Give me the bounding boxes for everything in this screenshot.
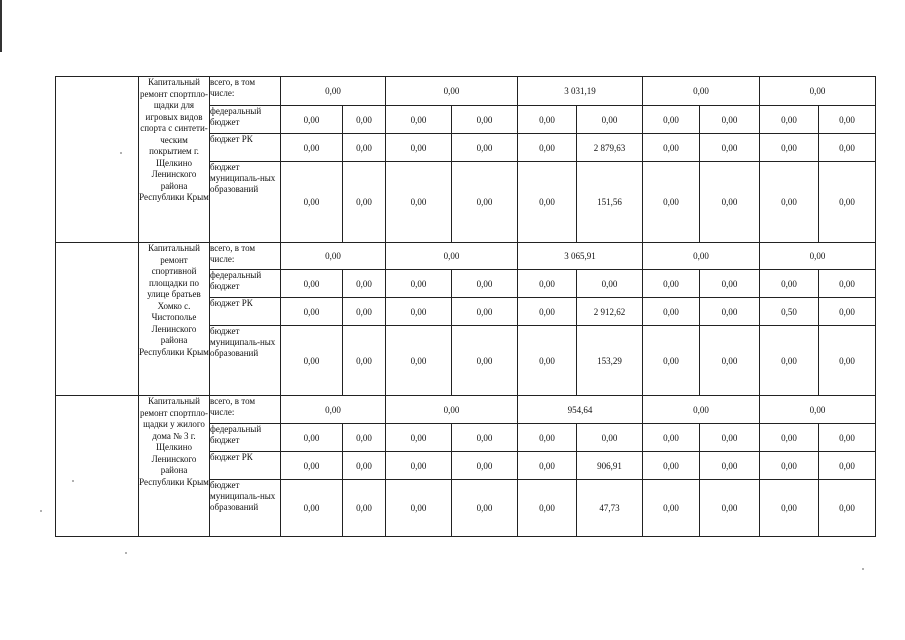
- cell-value: 0,00: [819, 326, 876, 396]
- total-value: 0,00: [386, 396, 518, 424]
- financing-table: [55, 76, 876, 537]
- total-value: 0,00: [281, 243, 386, 270]
- empty-cell: [56, 243, 139, 396]
- total-value: 0,00: [643, 396, 760, 424]
- source-label-rk: бюджет РК: [210, 298, 281, 326]
- cell-value: 2 912,62: [577, 298, 643, 326]
- cell-value: 0,00: [281, 106, 343, 134]
- project-description: Капитальный ремонт спортпло-щадки для игровых видов спорта с синтети-ческим покрытием г. Щелкино Ленинского района Республики Крым: [139, 77, 210, 243]
- cell-value: 0,00: [386, 480, 452, 537]
- scan-edge-mark: [0, 0, 2, 52]
- cell-value: 0,00: [386, 424, 452, 452]
- cell-value: 0,00: [343, 480, 386, 537]
- scan-speck: [862, 568, 864, 570]
- total-value: 0,00: [281, 77, 386, 106]
- cell-value: 0,00: [343, 270, 386, 298]
- cell-value: 0,00: [281, 480, 343, 537]
- total-value: 0,00: [281, 396, 386, 424]
- cell-value: 151,56: [577, 162, 643, 243]
- cell-value: 0,00: [819, 106, 876, 134]
- cell-value: 0,00: [452, 480, 518, 537]
- cell-value: 0,00: [281, 298, 343, 326]
- source-label-total: всего, в том числе:: [210, 243, 281, 270]
- cell-value: 0,00: [760, 326, 819, 396]
- cell-value: 0,00: [643, 298, 700, 326]
- cell-value: 0,00: [760, 424, 819, 452]
- cell-value: 0,00: [760, 270, 819, 298]
- cell-value: 0,00: [452, 162, 518, 243]
- cell-value: 0,00: [643, 326, 700, 396]
- total-value: 0,00: [643, 243, 760, 270]
- cell-value: 153,29: [577, 326, 643, 396]
- cell-value: 0,00: [700, 424, 760, 452]
- cell-value: 0,00: [643, 162, 700, 243]
- cell-value: 0,00: [700, 480, 760, 537]
- cell-value: 0,00: [760, 106, 819, 134]
- cell-value: 0,00: [281, 424, 343, 452]
- cell-value: 0,00: [819, 270, 876, 298]
- total-value: 954,64: [518, 396, 643, 424]
- cell-value: 0,00: [281, 270, 343, 298]
- cell-value: 0,00: [281, 162, 343, 243]
- cell-value: 0,00: [577, 424, 643, 452]
- cell-value: 0,00: [760, 480, 819, 537]
- cell-value: 0,00: [577, 106, 643, 134]
- cell-value: 0,00: [343, 162, 386, 243]
- cell-value: 0,00: [386, 134, 452, 162]
- table-row: [56, 243, 876, 270]
- table-row: [56, 77, 876, 106]
- source-label-municipal: бюджет муниципаль-ных образований: [210, 480, 281, 537]
- table-row: [56, 396, 876, 424]
- cell-value: 0,00: [386, 326, 452, 396]
- total-value: 0,00: [386, 243, 518, 270]
- cell-value: 0,00: [518, 326, 577, 396]
- cell-value: 0,00: [452, 134, 518, 162]
- cell-value: 0,00: [343, 298, 386, 326]
- cell-value: 0,00: [643, 134, 700, 162]
- total-value: 0,00: [643, 77, 760, 106]
- source-label-municipal: бюджет муниципаль-ных образований: [210, 326, 281, 396]
- cell-value: 0,00: [518, 106, 577, 134]
- cell-value: 0,00: [281, 452, 343, 480]
- total-value: 0,00: [760, 243, 876, 270]
- source-label-municipal: бюджет муниципаль-ных образований: [210, 162, 281, 243]
- cell-value: 0,00: [518, 134, 577, 162]
- cell-value: 0,00: [452, 298, 518, 326]
- source-label-total: всего, в том числе:: [210, 396, 281, 424]
- cell-value: 0,00: [343, 326, 386, 396]
- cell-value: 0,00: [518, 270, 577, 298]
- cell-value: 0,00: [760, 452, 819, 480]
- cell-value: 0,00: [700, 326, 760, 396]
- cell-value: 0,00: [819, 480, 876, 537]
- project-description: Капитальный ремонт спортивной площадки по улице братьев Хомко с. Чистополье Ленинского района Республики Крым: [139, 243, 210, 396]
- cell-value: 0,00: [452, 106, 518, 134]
- source-label-rk: бюджет РК: [210, 134, 281, 162]
- cell-value: 0,00: [700, 134, 760, 162]
- cell-value: 0,00: [819, 424, 876, 452]
- cell-value: 0,00: [281, 134, 343, 162]
- cell-value: 0,00: [643, 106, 700, 134]
- cell-value: 0,00: [819, 134, 876, 162]
- cell-value: 0,00: [760, 134, 819, 162]
- cell-value: 0,00: [281, 326, 343, 396]
- cell-value: 0,00: [518, 480, 577, 537]
- cell-value: 0,00: [643, 452, 700, 480]
- cell-value: 0,00: [518, 162, 577, 243]
- source-label-rk: бюджет РК: [210, 452, 281, 480]
- source-label-federal: федеральный бюджет: [210, 106, 281, 134]
- cell-value: 0,00: [518, 424, 577, 452]
- cell-value: 0,00: [700, 270, 760, 298]
- cell-value: 0,00: [700, 106, 760, 134]
- cell-value: 0,00: [452, 326, 518, 396]
- cell-value: 47,73: [577, 480, 643, 537]
- total-value: 0,00: [760, 396, 876, 424]
- cell-value: 0,00: [518, 298, 577, 326]
- cell-value: 0,50: [760, 298, 819, 326]
- cell-value: 2 879,63: [577, 134, 643, 162]
- empty-cell: [56, 396, 139, 537]
- scan-speck: [125, 552, 127, 554]
- total-value: 0,00: [386, 77, 518, 106]
- cell-value: 0,00: [386, 106, 452, 134]
- cell-value: 0,00: [386, 162, 452, 243]
- cell-value: 0,00: [700, 298, 760, 326]
- cell-value: 0,00: [452, 424, 518, 452]
- cell-value: 0,00: [386, 452, 452, 480]
- cell-value: 0,00: [343, 452, 386, 480]
- project-description: Капитальный ремонт спортпло-щадки у жилого дома № 3 г. Щелкино Ленинского района Республики Крым: [139, 396, 210, 537]
- cell-value: 906,91: [577, 452, 643, 480]
- cell-value: 0,00: [700, 452, 760, 480]
- source-label-total: всего, в том числе:: [210, 77, 281, 106]
- cell-value: 0,00: [643, 270, 700, 298]
- cell-value: 0,00: [343, 134, 386, 162]
- cell-value: 0,00: [643, 480, 700, 537]
- cell-value: 0,00: [452, 270, 518, 298]
- cell-value: 0,00: [819, 162, 876, 243]
- cell-value: 0,00: [760, 162, 819, 243]
- cell-value: 0,00: [643, 424, 700, 452]
- total-value: 3 031,19: [518, 77, 643, 106]
- cell-value: 0,00: [577, 270, 643, 298]
- source-label-federal: федеральный бюджет: [210, 424, 281, 452]
- cell-value: 0,00: [386, 298, 452, 326]
- cell-value: 0,00: [819, 298, 876, 326]
- cell-value: 0,00: [700, 162, 760, 243]
- cell-value: 0,00: [343, 424, 386, 452]
- cell-value: 0,00: [386, 270, 452, 298]
- total-value: 3 065,91: [518, 243, 643, 270]
- empty-cell: [56, 77, 139, 243]
- scan-speck: [40, 510, 42, 512]
- cell-value: 0,00: [518, 452, 577, 480]
- total-value: 0,00: [760, 77, 876, 106]
- cell-value: 0,00: [819, 452, 876, 480]
- source-label-federal: федеральный бюджет: [210, 270, 281, 298]
- cell-value: 0,00: [343, 106, 386, 134]
- cell-value: 0,00: [452, 452, 518, 480]
